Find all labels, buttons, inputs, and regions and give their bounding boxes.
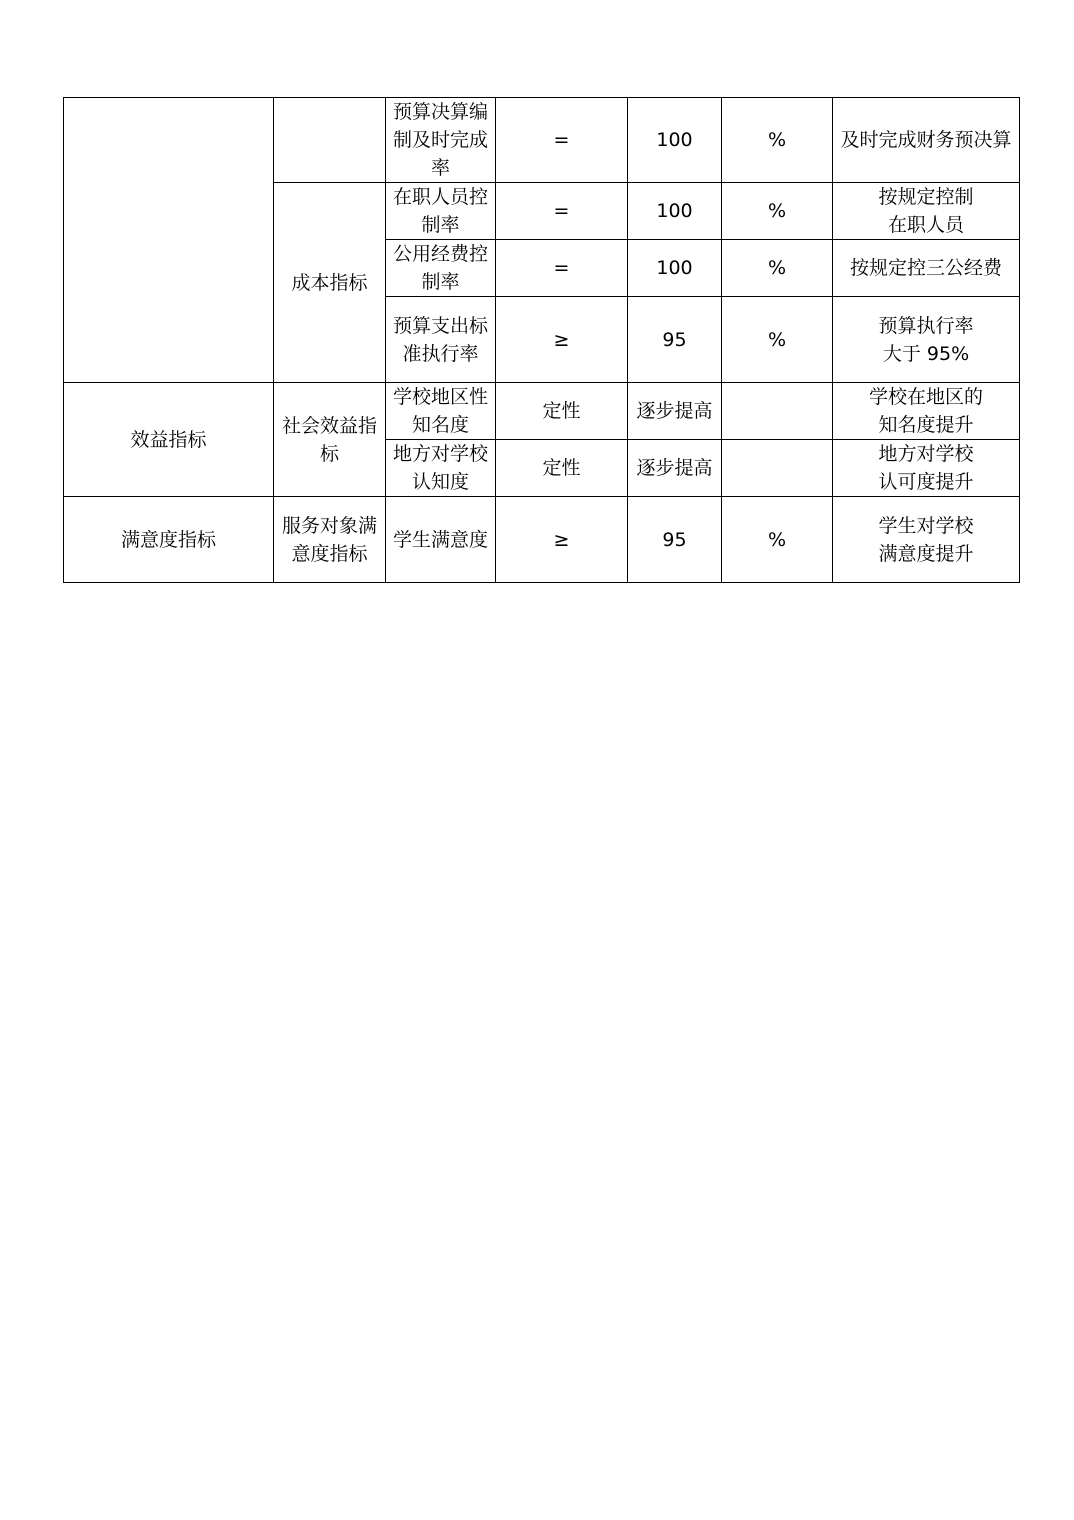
table-row: [64, 383, 1020, 440]
operator-cell: [496, 98, 628, 183]
target-value: 100: [656, 257, 693, 279]
note-cell: [833, 297, 1020, 383]
value-cell: [628, 297, 722, 383]
value-cell: [628, 240, 722, 297]
level1-cell-empty: [64, 98, 274, 383]
level2-label: 服务对象满意度指标: [281, 514, 377, 565]
note-cell: [833, 183, 1020, 240]
value-cell: [628, 440, 722, 497]
operator-cell: [496, 497, 628, 583]
operator-cell: [496, 297, 628, 383]
level1-cell-satisfaction: [64, 497, 274, 583]
level2-cell-social: [274, 383, 386, 497]
table-row: [64, 497, 1020, 583]
note-cell: [833, 240, 1020, 297]
indicator-cell: [386, 440, 496, 497]
level1-cell-benefit: [64, 383, 274, 497]
note-text: 预算执行率 大于 95%: [878, 314, 974, 365]
indicator-label: 学校地区性知名度: [392, 386, 488, 436]
level2-cell-empty: [274, 98, 386, 183]
unit-value: %: [767, 528, 787, 551]
operator-cell: [496, 240, 628, 297]
operator-cell: [496, 440, 628, 497]
indicator-table: [63, 97, 1020, 583]
unit-value: %: [767, 129, 787, 151]
indicator-cell: [386, 240, 496, 297]
operator-value: ≥: [553, 528, 570, 551]
note-cell: [833, 440, 1020, 497]
target-value: 逐步提高: [636, 400, 713, 422]
operator-value: 定性: [542, 457, 581, 479]
target-value: 95: [662, 328, 687, 351]
operator-value: =: [553, 129, 570, 151]
operator-value: 定性: [542, 400, 581, 422]
unit-cell: [722, 297, 833, 383]
note-text: 按规定控制 在职人员: [878, 186, 974, 236]
unit-cell: [722, 183, 833, 240]
operator-value: ≥: [553, 328, 570, 351]
value-cell: [628, 383, 722, 440]
note-text: 地方对学校 认可度提升: [878, 443, 974, 493]
operator-value: =: [553, 200, 570, 222]
unit-cell: [722, 240, 833, 297]
unit-cell: [722, 98, 833, 183]
level1-label: 满意度指标: [120, 528, 216, 551]
unit-cell: [722, 440, 833, 497]
unit-cell: [722, 383, 833, 440]
value-cell: [628, 98, 722, 183]
indicator-cell: [386, 497, 496, 583]
note-text: 学生对学校 满意度提升: [878, 514, 974, 565]
indicator-cell: [386, 297, 496, 383]
value-cell: [628, 183, 722, 240]
indicator-cell: [386, 183, 496, 240]
indicator-label: 地方对学校认知度: [392, 443, 488, 493]
unit-value: %: [767, 328, 787, 351]
note-cell: [833, 383, 1020, 440]
note-cell: [833, 497, 1020, 583]
unit-value: %: [767, 257, 787, 279]
level2-cell-service: [274, 497, 386, 583]
operator-cell: [496, 183, 628, 240]
note-text: 学校在地区的 知名度提升: [868, 386, 983, 436]
level2-label: 成本指标: [291, 271, 368, 294]
unit-value: %: [767, 200, 787, 222]
indicator-label: 公用经费控制率: [392, 243, 488, 293]
indicator-cell: [386, 383, 496, 440]
note-text: 按规定控三公经费: [849, 257, 1002, 279]
note-text: 及时完成财务预决算: [840, 129, 1012, 151]
indicator-label: 学生满意度: [392, 528, 488, 551]
unit-cell: [722, 497, 833, 583]
level1-label: 效益指标: [130, 428, 207, 451]
target-value: 逐步提高: [636, 457, 713, 479]
value-cell: [628, 497, 722, 583]
target-value: 100: [656, 200, 693, 222]
level2-label: 社会效益指标: [281, 414, 377, 465]
operator-cell: [496, 383, 628, 440]
target-value: 95: [662, 528, 687, 551]
indicator-label: 预算支出标准执行率: [392, 314, 488, 365]
note-cell: [833, 98, 1020, 183]
operator-value: =: [553, 257, 570, 279]
indicator-label: 预算决算编制及时完成率: [392, 101, 488, 179]
level2-cell-cost: [274, 183, 386, 383]
table-row: [64, 98, 1020, 183]
indicator-label: 在职人员控制率: [392, 186, 488, 236]
indicator-cell: [386, 98, 496, 183]
target-value: 100: [656, 129, 693, 151]
